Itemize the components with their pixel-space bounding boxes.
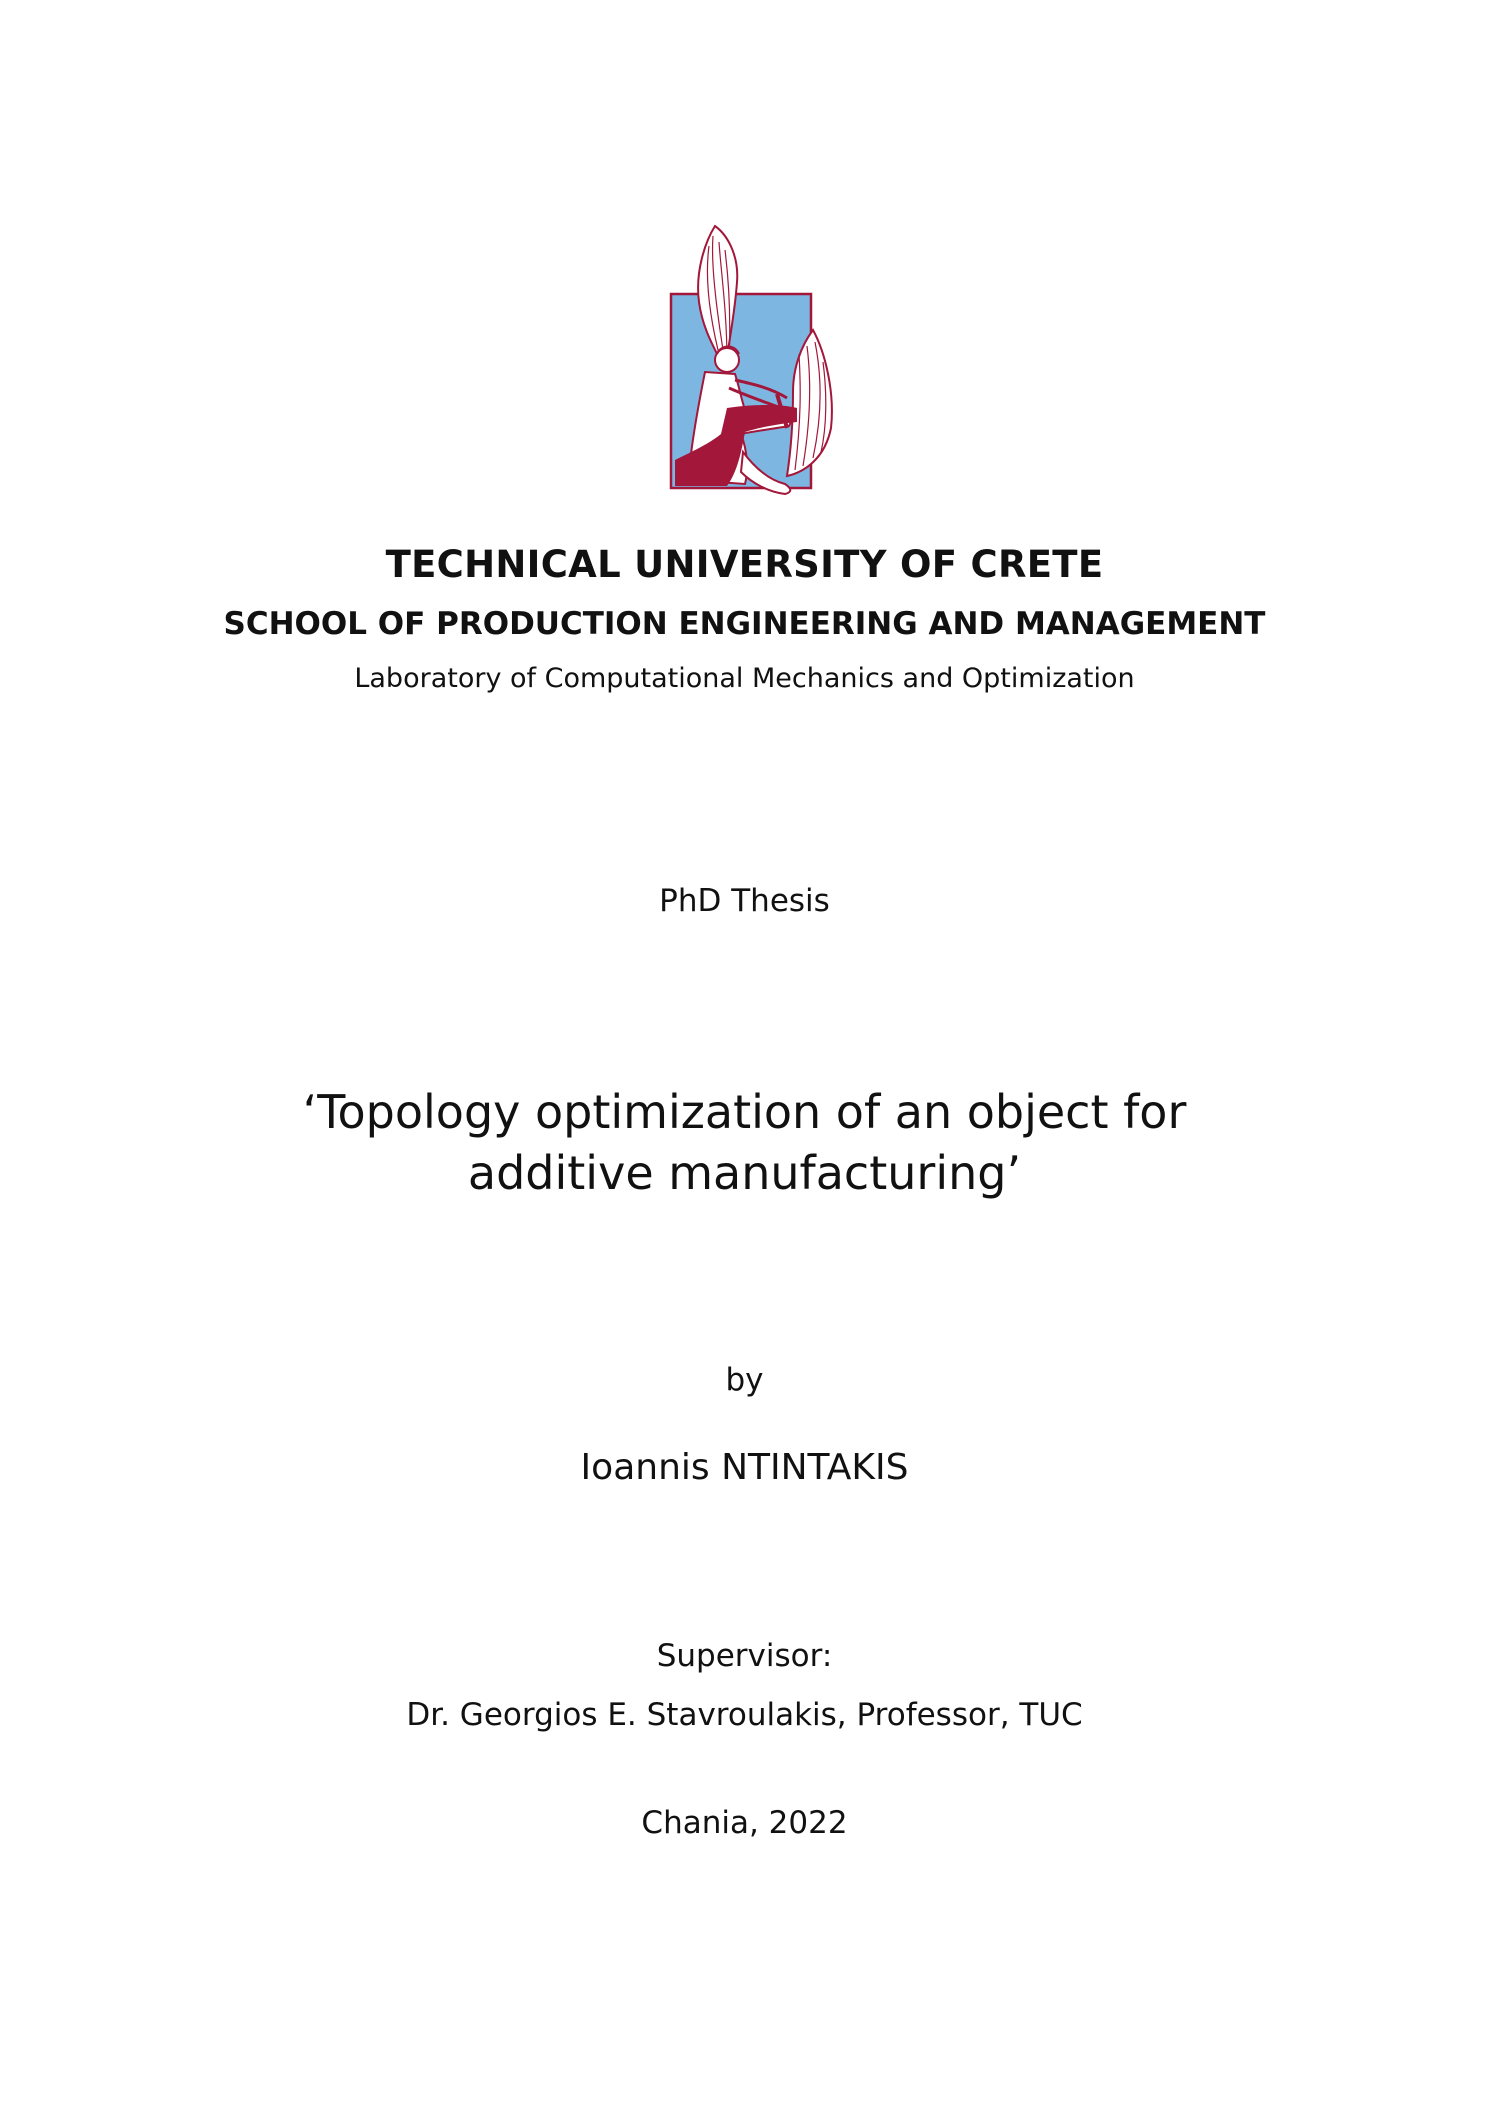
thesis-title-line-1: ‘Topology optimization of an object for xyxy=(302,1085,1187,1139)
supervisor-name: Dr. Georgios E. Stavroulakis, Professor, TUC xyxy=(406,1697,1083,1733)
thesis-title xyxy=(0,1082,1489,1204)
laboratory-name: Laboratory of Computational Mechanics and Optimization xyxy=(354,663,1135,694)
university-name: TECHNICAL UNIVERSITY OF CRETE xyxy=(385,543,1104,586)
author-name: Ioannis NTINTAKIS xyxy=(580,1447,909,1488)
school-name: SCHOOL OF PRODUCTION ENGINEERING AND MANAGEMENT xyxy=(223,606,1266,642)
by-label: by xyxy=(725,1362,764,1398)
thesis-type: PhD Thesis xyxy=(659,883,830,919)
supervisor-label: Supervisor: xyxy=(656,1638,833,1674)
winged-figure-emblem-icon xyxy=(665,222,845,497)
place-and-date: Chania, 2022 xyxy=(641,1805,848,1841)
thesis-title-line-2: additive manufacturing’ xyxy=(467,1146,1022,1200)
